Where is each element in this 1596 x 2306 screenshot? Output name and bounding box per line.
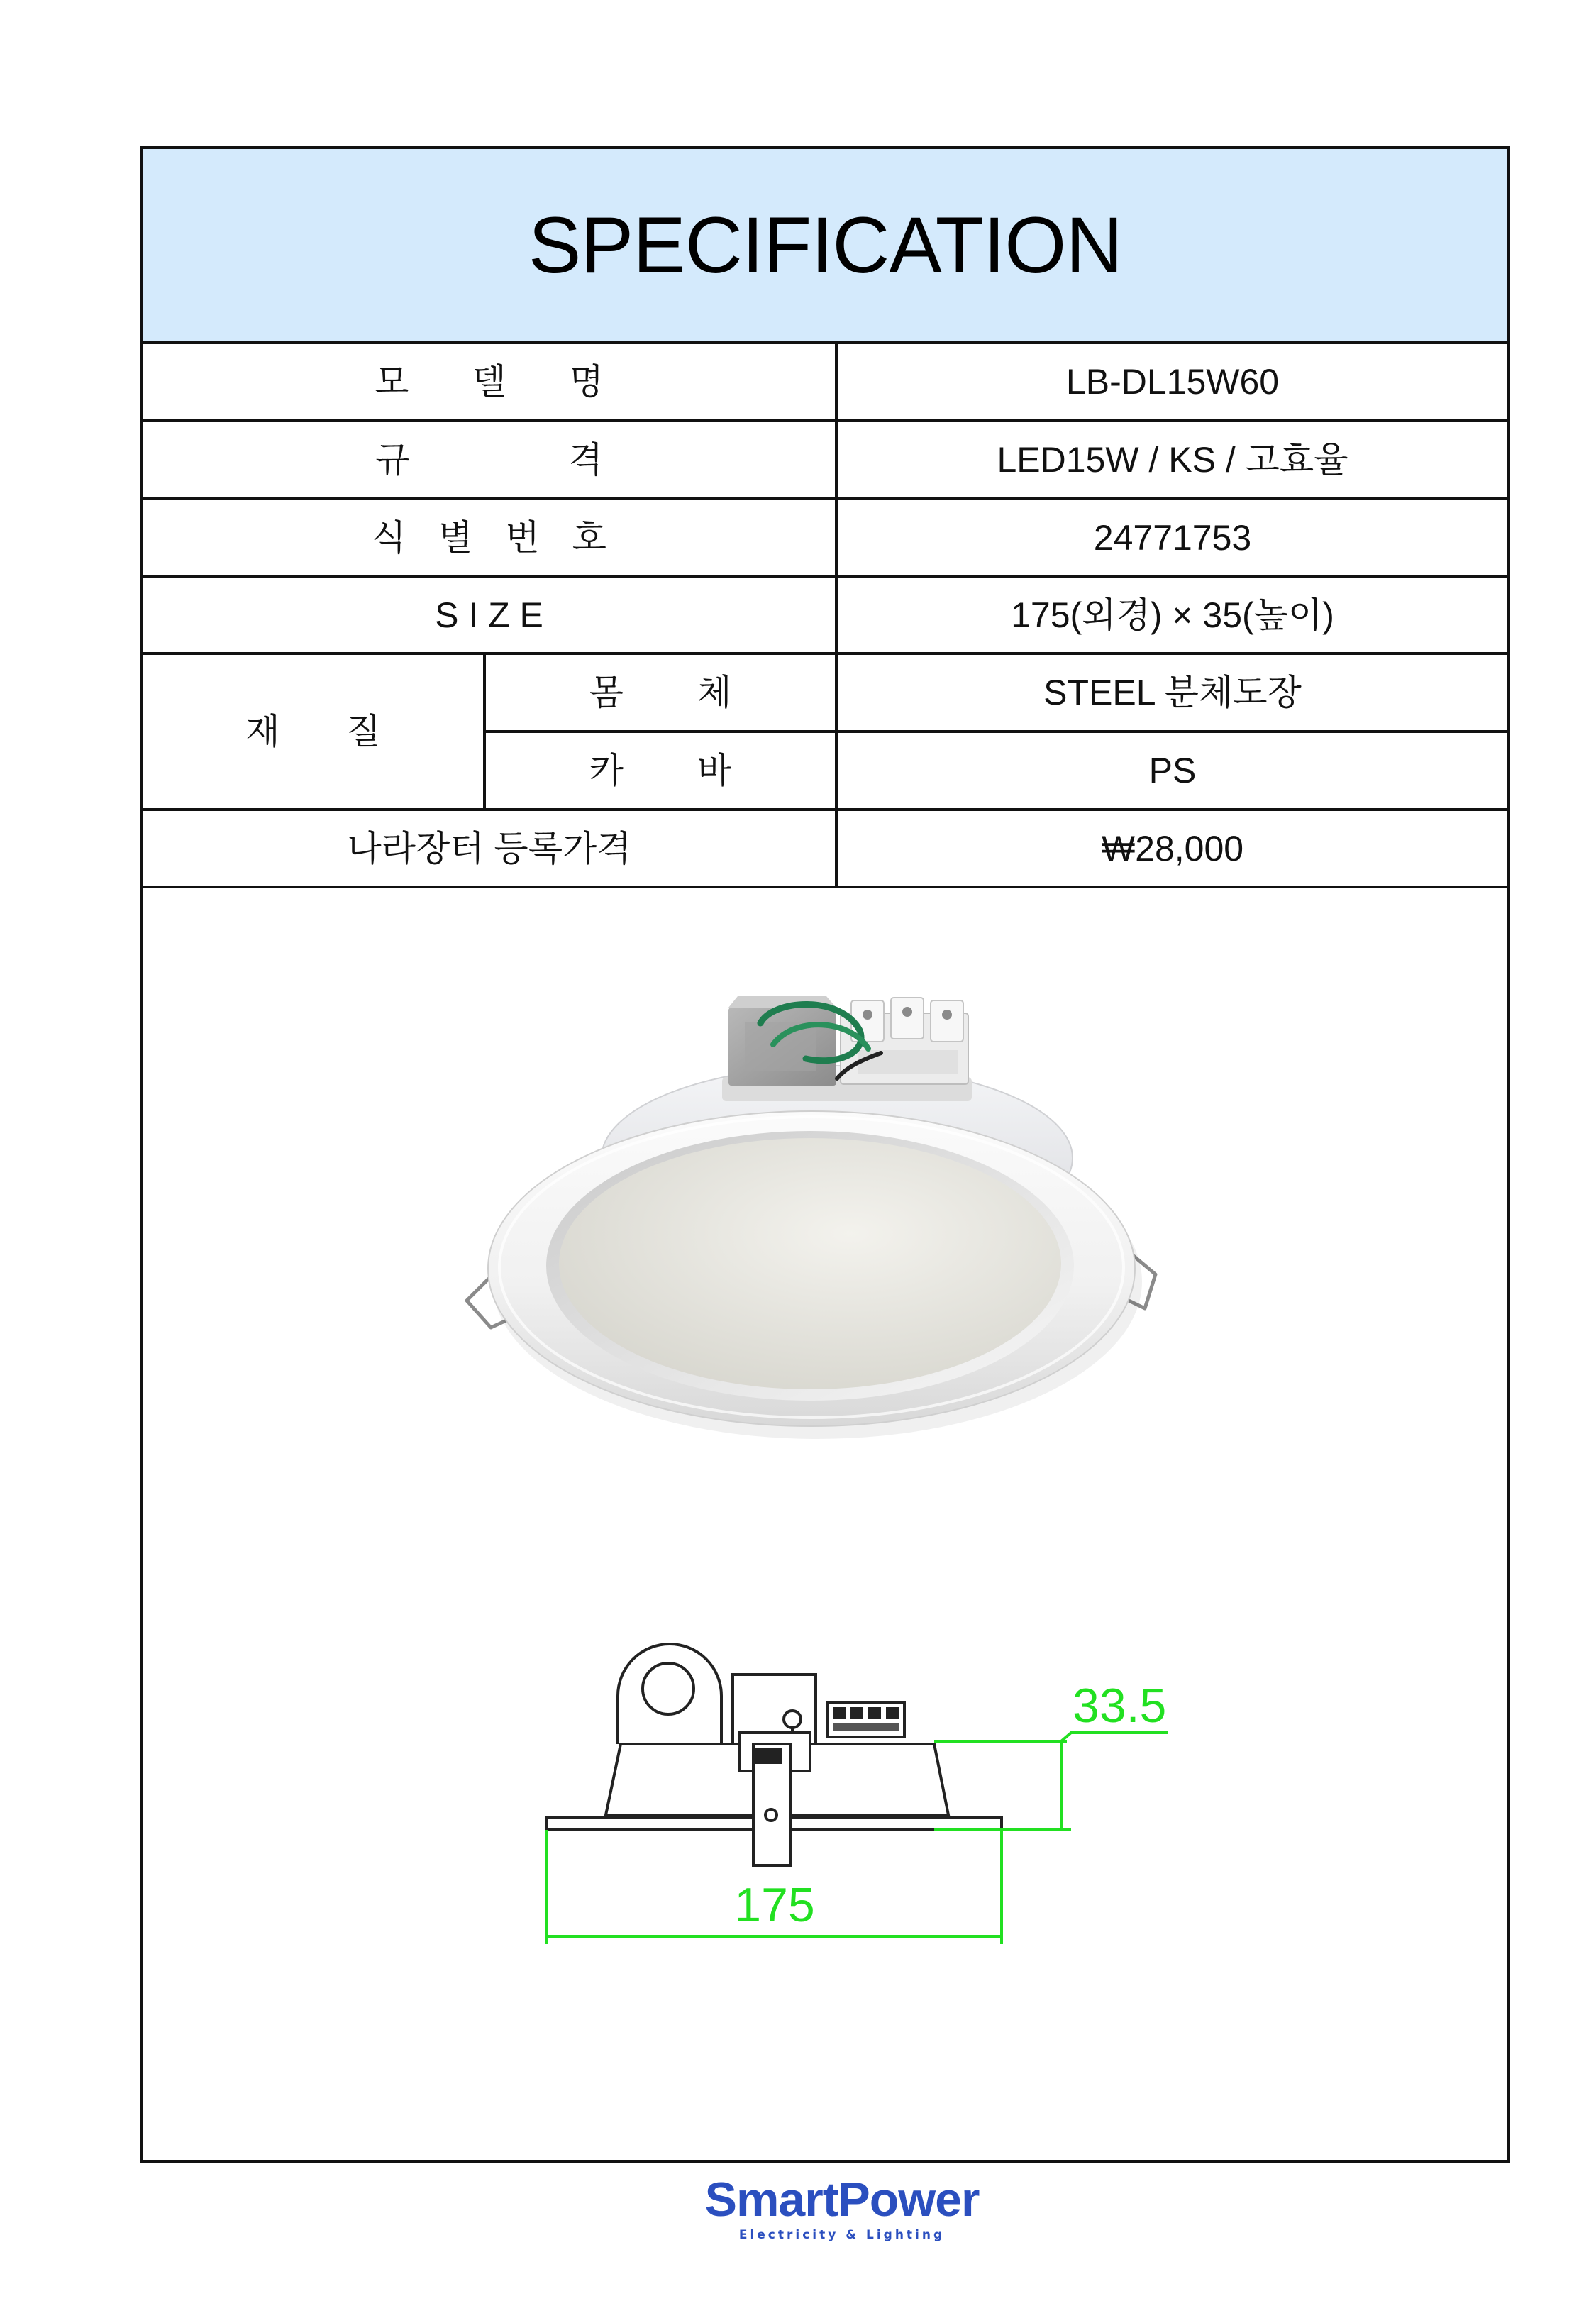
mounting-bracket <box>618 1644 721 1744</box>
model-label: 모 델 명 <box>375 362 604 402</box>
bracket-hole <box>643 1663 694 1714</box>
material-body-value: STEEL 분체도장 <box>1043 673 1302 712</box>
id-number-label: 식 별 번 호 <box>372 517 606 558</box>
technical-drawing <box>525 1625 1192 1965</box>
width-dimension-label: 175 <box>734 1878 815 1932</box>
price-label: 나라장터 등록가격 <box>347 828 631 868</box>
drawing-terminal-block <box>828 1703 904 1737</box>
id-number-value: 24771753 <box>1093 517 1252 558</box>
diffuser-lens <box>559 1138 1061 1389</box>
downlight-photo <box>440 979 1192 1462</box>
price-value: ₩28,000 <box>1101 828 1244 868</box>
standard-label: 규 격 <box>375 440 603 480</box>
standard-value: LED15W / KS / 고효율 <box>997 440 1348 480</box>
height-dimension-label: 33.5 <box>1073 1679 1167 1733</box>
material-cover-label: 카 바 <box>589 751 732 790</box>
model-value: LB-DL15W60 <box>1065 362 1280 402</box>
material-cover-value: PS <box>1148 751 1197 790</box>
brand-logo <box>665 2175 1019 2241</box>
size-value: 175(외경) × 35(높이) <box>1011 595 1334 635</box>
page-title: SPECIFICATION <box>528 200 1123 289</box>
brand-name: SmartPower <box>704 2173 980 2227</box>
drawing-spring-clip <box>739 1711 810 1865</box>
height-dimension-leader <box>1061 1733 1168 1741</box>
material-body-label: 몸 체 <box>589 673 732 712</box>
size-label: S I Z E <box>435 595 543 635</box>
brand-tagline: Electricity & Lighting <box>738 2228 946 2242</box>
material-label: 재 질 <box>245 712 381 751</box>
